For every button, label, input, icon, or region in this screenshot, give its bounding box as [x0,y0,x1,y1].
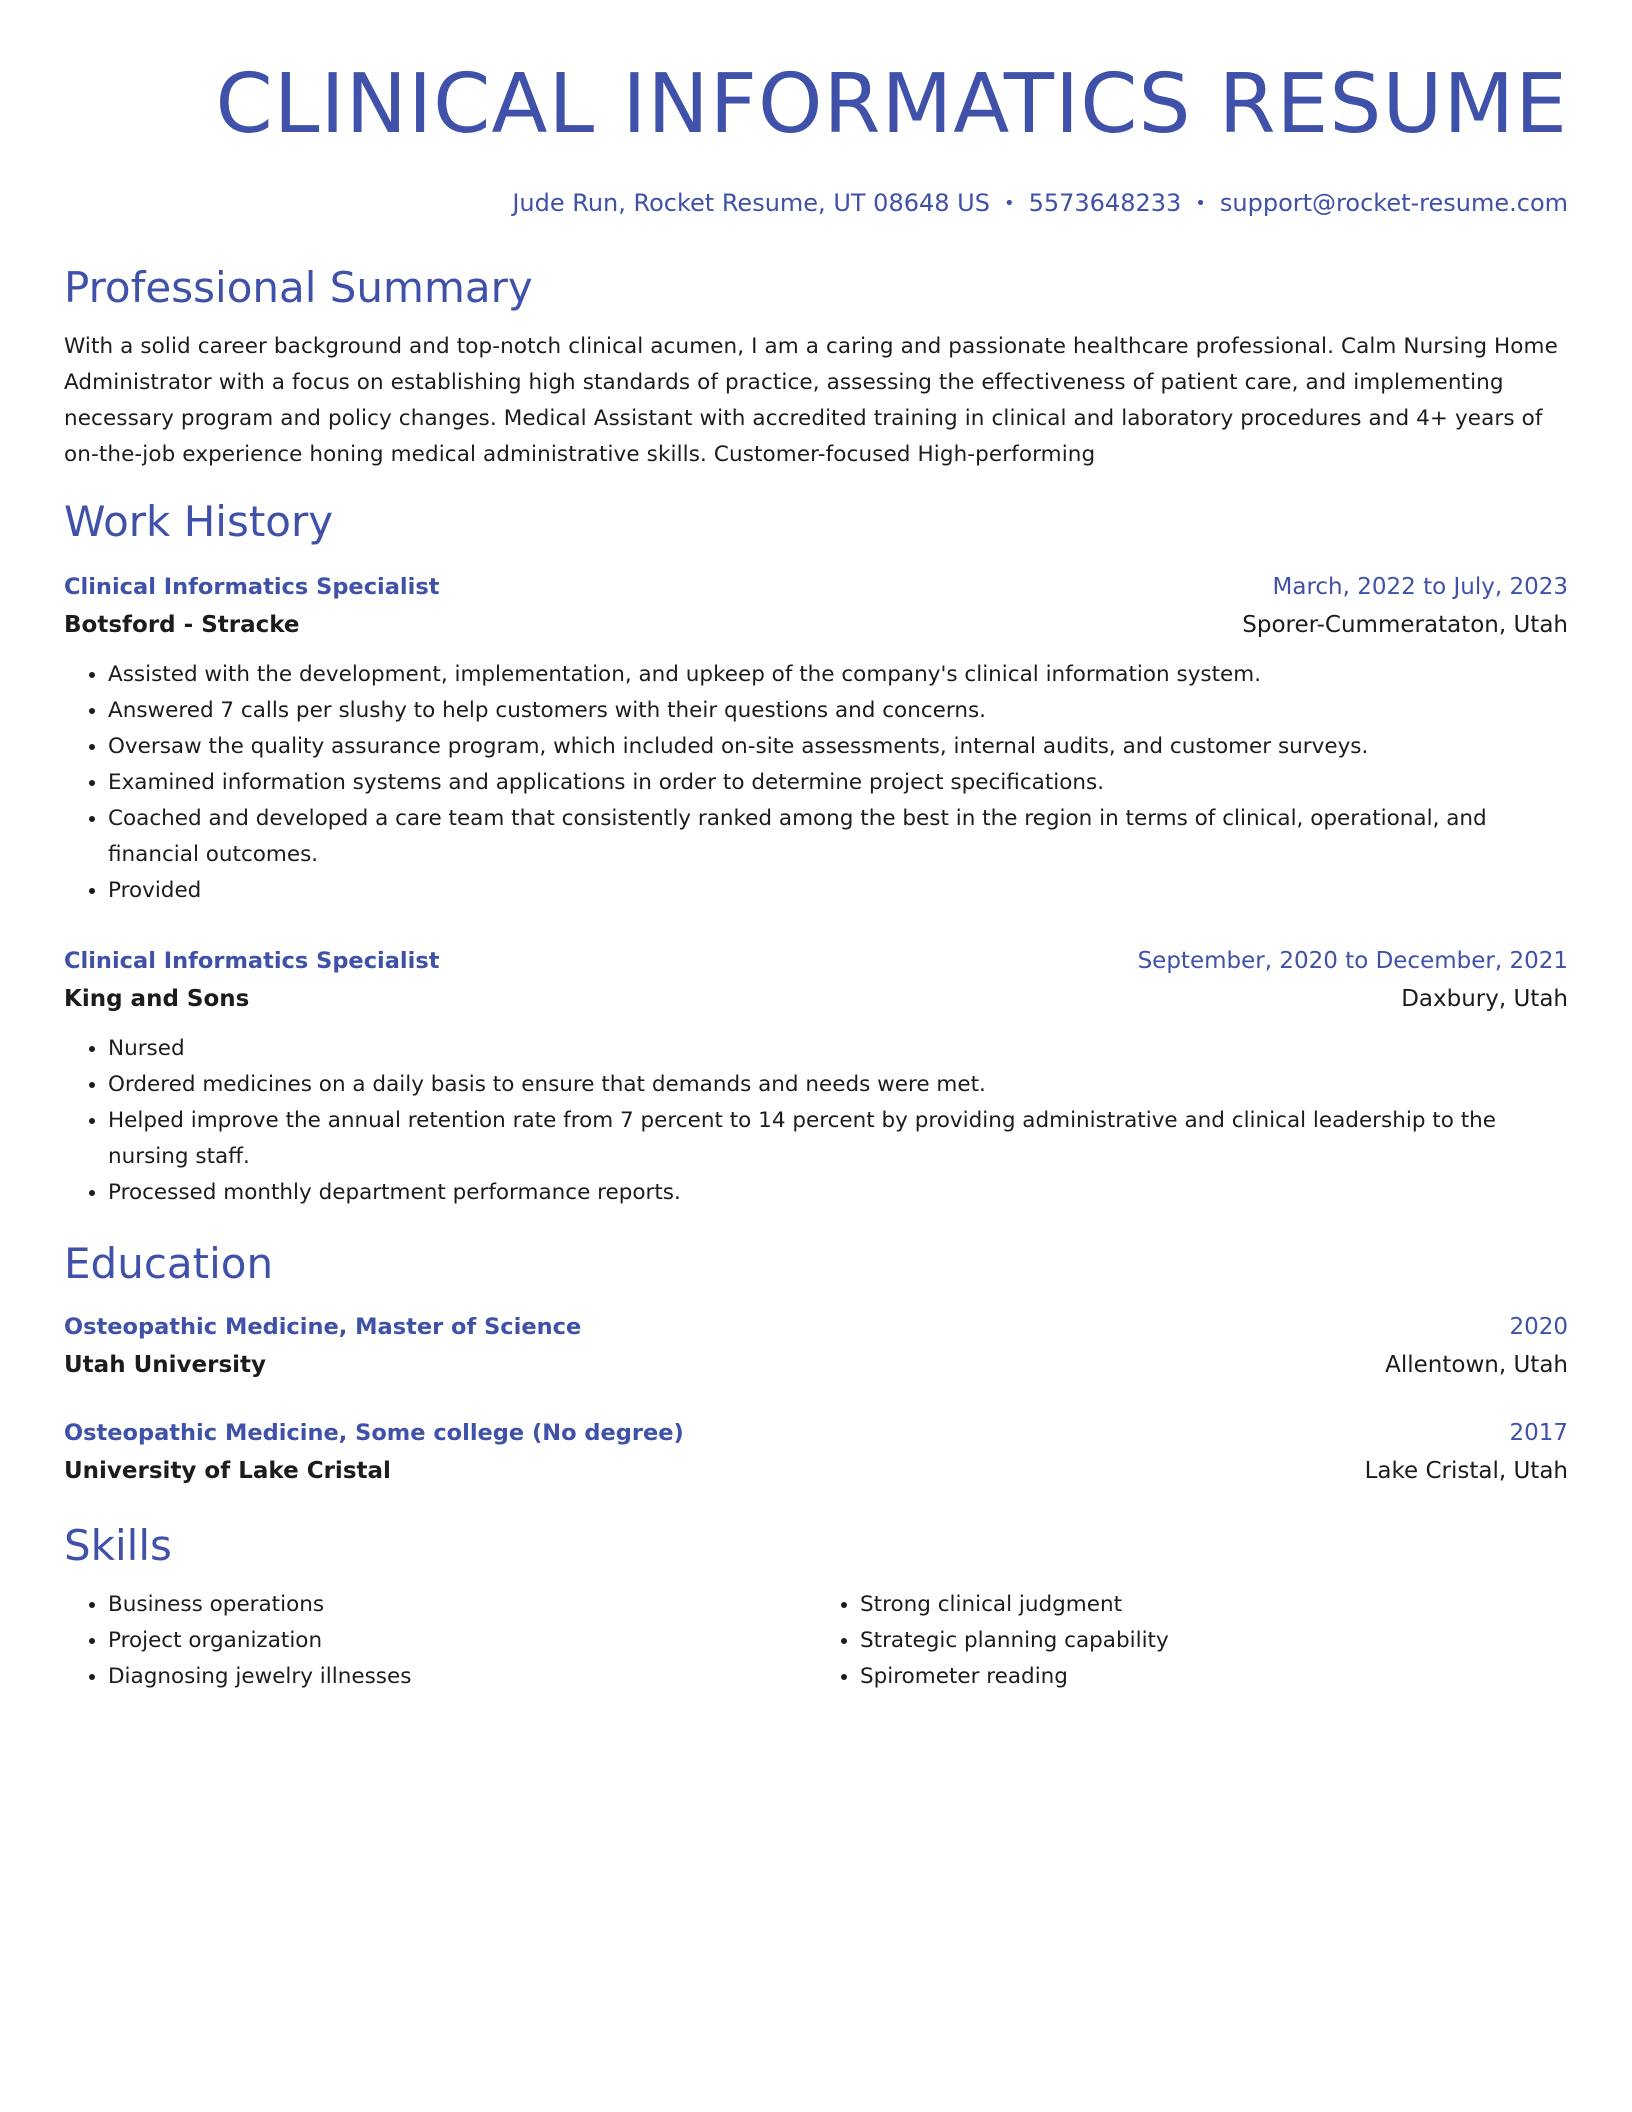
job-location: Sporer-Cummerataton, Utah [1242,612,1568,638]
education-entry [64,1415,1568,1491]
job-bullets [64,1031,1568,1211]
skill-item: • Strong clinical judgment [860,1587,1568,1623]
contact-separator: • [1195,193,1206,214]
contact-address: Jude Run, Rocket Resume, UT 08648 US [512,189,990,217]
job-employer: Botsford - Stracke [64,612,300,638]
skill-item: • Spirometer reading [860,1659,1568,1695]
job-title: Clinical Informatics Specialist [64,948,440,974]
job-dates: March, 2022 to July, 2023 [1272,574,1568,600]
skill-item: • Business operations [108,1587,816,1623]
summary-heading: Professional Summary [64,263,533,312]
skill-item: • Diagnosing jewelry illnesses [108,1659,816,1695]
education-year: 2020 [1509,1314,1568,1340]
job-location: Daxbury, Utah [1401,986,1568,1012]
job-bullet: • Processed monthly department performance reports. [108,1175,1568,1211]
contact-separator: • [1003,193,1015,214]
education-year: 2017 [1509,1420,1568,1446]
work-history-heading: Work History [64,497,334,546]
job-entry [64,569,1568,909]
job-entry [64,943,1568,1211]
job-bullet: • Assisted with the development, implementation, and upkeep of the company's clinical information system. [108,657,1568,693]
summary-text: With a solid career background and top-notch clinical acumen, I am a caring and passionate healthcare professional. Calm Nursing Home Administrator with a focus on establishing high standards of practice, assessing the effectiveness of patient care, and implementing necessary program and policy changes. Medical Assistant with accredited training in clinical and laboratory procedures and 4+ years of on-the-job experience honing medical administrative skills. Customer-focused High-performing [64,334,1558,467]
resume-title: CLINICAL INFORMATICS RESUME [215,57,1568,152]
education-heading: Education [64,1239,274,1288]
contact-email[interactable]: support@rocket-resume.com [1219,189,1568,217]
contact-phone: 5573648233 [1028,189,1182,217]
job-bullet: • Examined information systems and applications in order to determine project specifications. [108,765,1568,801]
job-employer: King and Sons [64,986,250,1012]
education-location: Allentown, Utah [1385,1352,1568,1378]
skills-column-left [64,1587,816,1695]
skills-column-right [816,1587,1568,1695]
education-degree: Osteopathic Medicine, Some college (No degree) [64,1420,684,1446]
skills-heading: Skills [64,1521,172,1570]
skill-item: • Project organization [108,1623,816,1659]
contact-line [64,186,1568,221]
education-location: Lake Cristal, Utah [1364,1458,1568,1484]
job-bullet: • Coached and developed a care team that consistently ranked among the best in the region in terms of clinical, operational, and financial outcomes. [108,801,1568,873]
skill-item: • Strategic planning capability [860,1623,1568,1659]
job-bullet: • Ordered medicines on a daily basis to ensure that demands and needs were met. [108,1067,1568,1103]
job-bullet: • Nursed [108,1031,1568,1067]
skills-list [64,1587,1568,1695]
education-entry [64,1309,1568,1385]
education-school: University of Lake Cristal [64,1458,391,1484]
job-bullet: • Answered 7 calls per slushy to help customers with their questions and concerns. [108,693,1568,729]
job-dates: September, 2020 to December, 2021 [1137,948,1568,974]
job-bullet: • Helped improve the annual retention rate from 7 percent to 14 percent by providing administrative and clinical leadership to the nursing staff. [108,1103,1568,1175]
job-title: Clinical Informatics Specialist [64,574,440,600]
job-bullet: • Provided [108,873,1568,909]
job-bullet: • Oversaw the quality assurance program, which included on-site assessments, internal audits, and customer surveys. [108,729,1568,765]
job-bullets [64,657,1568,909]
education-school: Utah University [64,1352,267,1378]
education-degree: Osteopathic Medicine, Master of Science [64,1314,582,1340]
